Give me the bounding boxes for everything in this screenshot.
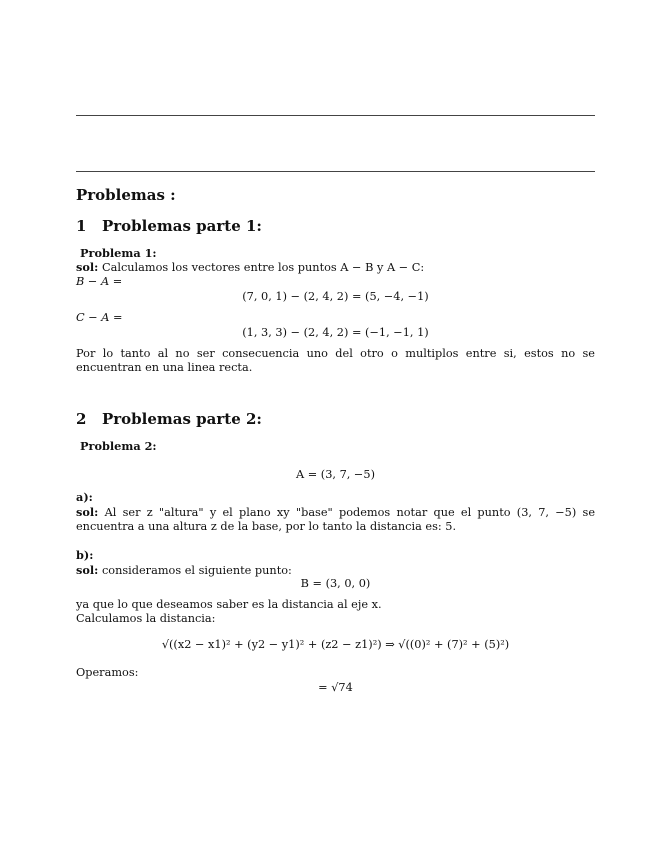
problem-1-sol-line [76, 260, 424, 275]
distance-axis-line: ya que lo que deseamos saber es la distancia al eje x. [76, 598, 382, 611]
problem-1-conclusion: Por lo tanto al no ser consecuencia uno del otro o multiplos entre si, estos no se encuentran en una linea recta. [76, 347, 595, 374]
distance-formula: √((x2 − x1)² + (y2 − y1)² + (z2 − z1)²) ⇒ √((0)² + (7)² + (5)²) [161, 638, 510, 651]
section-2-title: Problemas parte 2: [102, 410, 262, 428]
b-minus-a-equation: (7, 0, 1) − (2, 4, 2) = (5, −4, −1) [242, 290, 429, 303]
part-a-label: a): [76, 490, 93, 504]
part-a-sol-label: sol: [76, 505, 99, 519]
final-result: = √74 [318, 681, 353, 694]
section-2-heading [76, 410, 262, 428]
problem-1-label: Problema 1: [80, 246, 157, 260]
part-b-text: consideramos el siguiente punto: [101, 564, 292, 577]
b-minus-a-label: B − A = [76, 275, 123, 288]
section-1-title: Problemas parte 1: [102, 217, 262, 235]
operate-label: Operamos: [76, 666, 139, 679]
part-b-sol-line [76, 563, 292, 578]
c-minus-a-label: C − A = [76, 311, 123, 324]
section-2-number: 2 [76, 410, 87, 428]
point-b-equation: B = (3, 0, 0) [300, 577, 371, 590]
section-1-number: 1 [76, 217, 87, 235]
section-1-heading [76, 217, 262, 235]
problem-2-label: Problema 2: [80, 439, 157, 453]
page-title: Problemas : [76, 186, 176, 204]
part-b-label: b): [76, 548, 94, 562]
sol-label: sol: [76, 260, 99, 274]
part-a-text: Al ser z "altura" y el plano xy "base" podemos notar que el punto (3, 7, −5) se encuentra a una altura z de la base, por lo tanto la distancia es: 5. [76, 506, 595, 533]
second-rule [76, 171, 595, 172]
part-a-sol-paragraph [76, 505, 595, 534]
point-a-equation: A = (3, 7, −5) [295, 468, 375, 481]
top-rule [76, 115, 595, 116]
c-minus-a-equation: (1, 3, 3) − (2, 4, 2) = (−1, −1, 1) [242, 326, 429, 339]
calculate-distance-line: Calculamos la distancia: [76, 612, 216, 625]
part-b-sol-label: sol: [76, 563, 99, 577]
sol-text: Calculamos los vectores entre los puntos A − B y A − C: [101, 261, 425, 274]
